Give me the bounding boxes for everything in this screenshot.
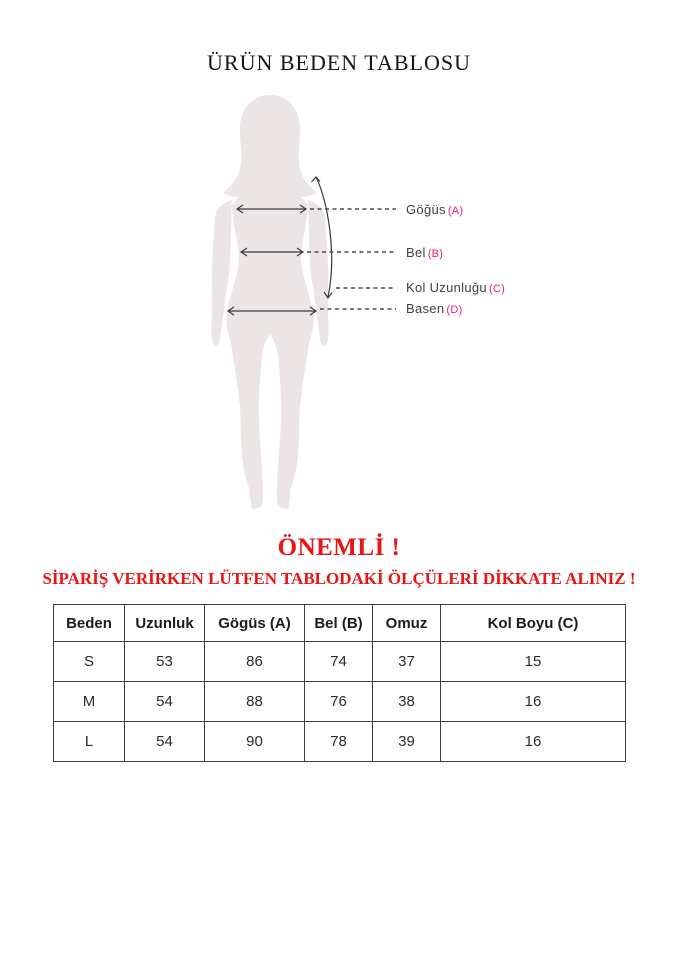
size-cell: 74 bbox=[305, 642, 373, 682]
measurement-marker-d: (D) bbox=[446, 304, 463, 316]
column-header-omuz: Omuz bbox=[373, 605, 441, 642]
measurement-label-chest-text: Göğüs bbox=[406, 202, 446, 217]
measurement-label-waist bbox=[406, 245, 443, 262]
size-cell: 37 bbox=[373, 642, 441, 682]
size-cell: M bbox=[54, 682, 125, 722]
important-heading: ÖNEMLİ ! bbox=[277, 534, 401, 561]
measurement-label-chest bbox=[406, 202, 463, 219]
size-cell: 54 bbox=[125, 722, 205, 762]
measurement-label-waist-text: Bel bbox=[406, 245, 426, 260]
size-cell: 78 bbox=[305, 722, 373, 762]
measurement-marker-a: (A) bbox=[447, 205, 464, 217]
size-cell: 76 bbox=[305, 682, 373, 722]
chest-width-arrow bbox=[237, 205, 306, 213]
size-cell: 16 bbox=[441, 682, 626, 722]
column-header-bel: Bel (B) bbox=[305, 605, 373, 642]
table-row-s bbox=[54, 642, 626, 682]
hip-width-arrow bbox=[228, 307, 316, 315]
size-cell: S bbox=[54, 642, 125, 682]
size-cell: 88 bbox=[205, 682, 305, 722]
column-header-kol-boyu: Kol Boyu (C) bbox=[441, 605, 626, 642]
size-cell: 90 bbox=[205, 722, 305, 762]
size-table bbox=[53, 604, 626, 762]
order-warning: SİPARİŞ VERİRKEN LÜTFEN TABLODAKİ ÖLÇÜLERİ DİKKATE ALINIZ ! bbox=[42, 569, 636, 588]
waist-width-arrow bbox=[241, 248, 303, 256]
measurement-label-arm bbox=[406, 280, 505, 297]
column-header-beden: Beden bbox=[54, 605, 125, 642]
size-cell: 86 bbox=[205, 642, 305, 682]
size-table-header-row bbox=[54, 605, 626, 642]
size-cell: 53 bbox=[125, 642, 205, 682]
measurement-label-arm-text: Kol Uzunluğu bbox=[406, 280, 487, 295]
arm-length-arrow bbox=[312, 177, 333, 298]
size-cell: 15 bbox=[441, 642, 626, 682]
column-header-uzunluk: Uzunluk bbox=[125, 605, 205, 642]
table-row-m bbox=[54, 682, 626, 722]
size-cell: 16 bbox=[441, 722, 626, 762]
measurement-label-hip bbox=[406, 301, 463, 318]
measurement-marker-c: (C) bbox=[488, 283, 506, 295]
measurement-marker-b: (B) bbox=[427, 248, 444, 260]
page-title: ÜRÜN BEDEN TABLOSU bbox=[207, 50, 471, 75]
size-cell: 54 bbox=[125, 682, 205, 722]
column-header-gogus: Gögüs (A) bbox=[205, 605, 305, 642]
size-cell: L bbox=[54, 722, 125, 762]
size-cell: 39 bbox=[373, 722, 441, 762]
measurement-label-hip-text: Basen bbox=[406, 301, 445, 316]
table-row-l bbox=[54, 722, 626, 762]
size-cell: 38 bbox=[373, 682, 441, 722]
